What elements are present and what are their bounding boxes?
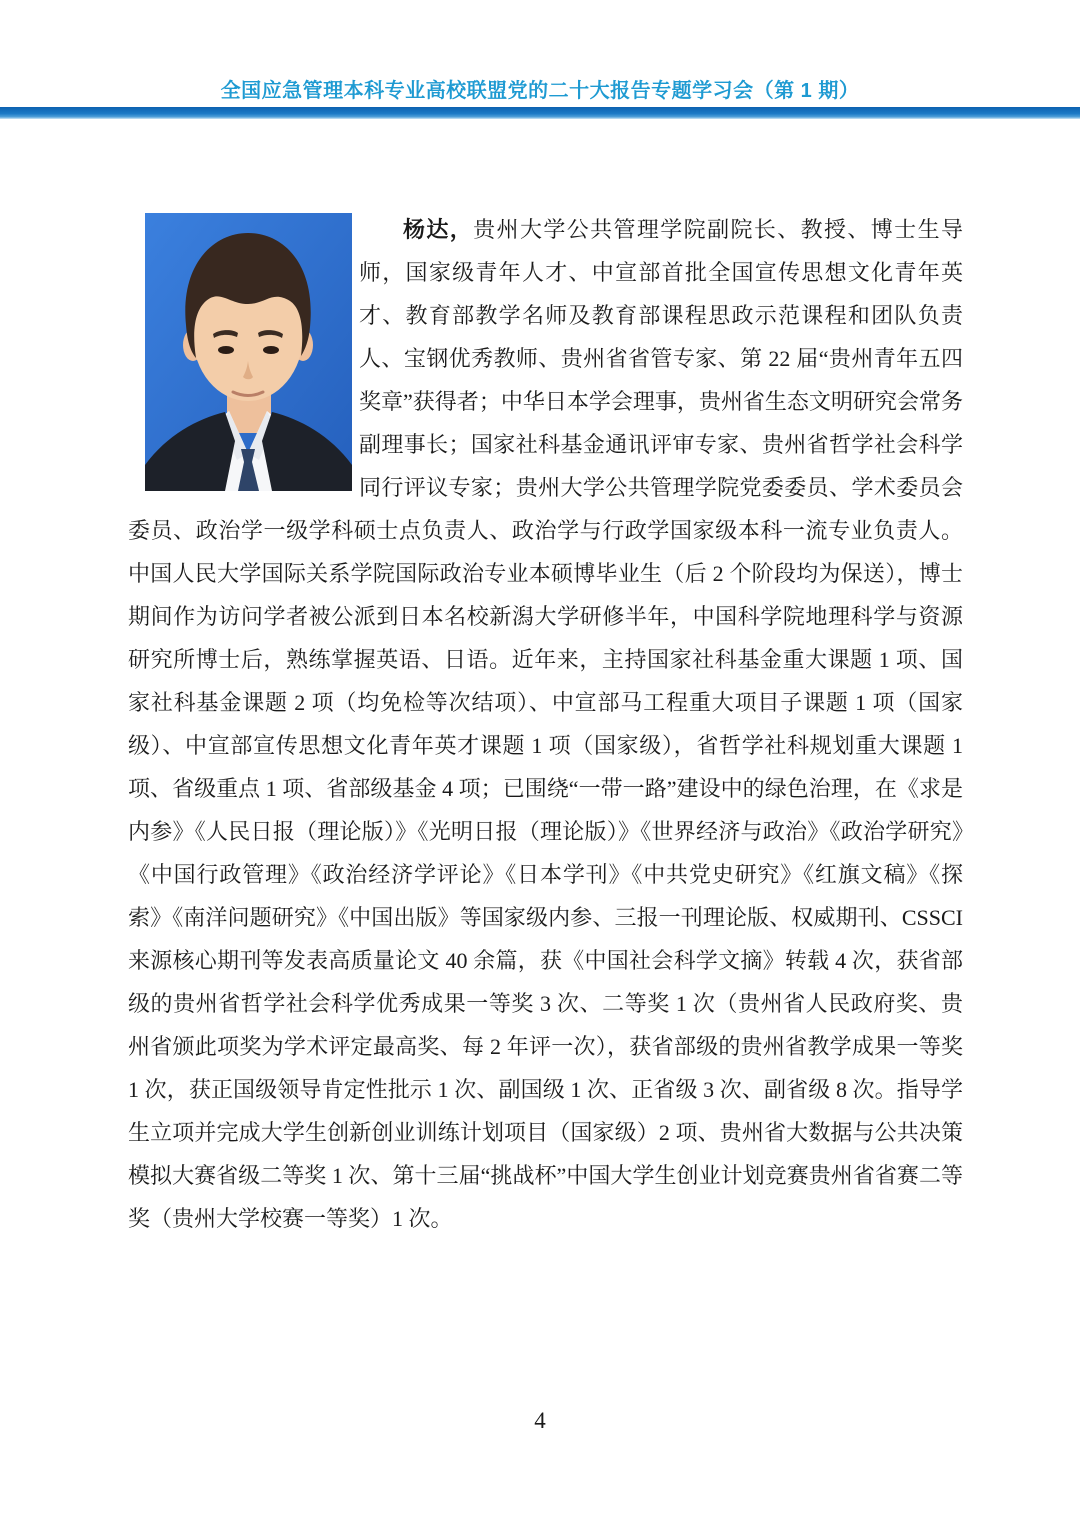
bio-paragraph	[128, 208, 963, 1240]
header-divider-rule	[0, 107, 1080, 119]
person-name-comma: ，	[449, 217, 474, 242]
bio-section	[128, 208, 963, 1240]
page-number: 4	[534, 1408, 546, 1433]
page-header-title: 全国应急管理本科专业高校联盟党的二十大报告专题学习会（第 1 期）	[220, 80, 860, 102]
person-name: 杨达	[403, 217, 450, 242]
portrait-photo-graphic	[145, 213, 352, 491]
bio-text: 贵州大学公共管理学院副院长、教授、博士生导师，国家级青年人才、中宣部首批全国宣传思想文化青年英才、教育部教学名师及教育部课程思政示范课程和团队负责人、宝钢优秀教师、贵州省省管专家、第 22 届“贵州青年五四奖章”获得者；中华日本学会理事，贵州省生态文明研究会常务副理事长；国家社科基金通讯评审专家、贵州省哲学社会科学同行评议专家；贵州大学公共管理学院党委委员、学术委员会委员、政治学一级学科硕士点负责人、政治学与行政学国家级本科一流专业负责人。中国人民大学国际关系学院国际政治专业本硕博毕业生（后 2 个阶段均为保送），博士期间作为访问学者被公派到日本名校新潟大学研修半年，中国科学院地理科学与资源研究所博士后，熟练掌握英语、日语。近年来，主持国家社科基金重大课题 1 项、国家社科基金课题 2 项（均免检等次结项）、中宣部马工程重大项目子课题 1 项（国家级）、中宣部宣传思想文化青年英才课题 1 项（国家级），省哲学社科规划重大课题 1 项、省级重点 1 项、省部级基金 4 项；已围绕“一带一路”建设中的绿色治理，在《求是内参》《人民日报（理论版）》《光明日报（理论版）》《世界经济与政治》《政治学研究》《中国行政管理》《政治经济学评论》《日本学刊》《中共党史研究》《红旗文稿》《探索》《南洋问题研究》《中国出版》等国家级内参、三报一刊理论版、权威期刊、CSSCI 来源核心期刊等发表高质量论文 40 余篇，获《中国社会科学文摘》转载 4 次，获省部级的贵州省哲学社会科学优秀成果一等奖 3 次、二等奖 1 次（贵州省人民政府奖、贵州省颁此项奖为学术评定最高奖、每 2 年评一次），获省部级的贵州省教学成果一等奖 1 次，获正国级领导肯定性批示 1 次、副国级 1 次、正省级 3 次、副省级 8 次。指导学生立项并完成大学生创新创业训练计划项目（国家级）2 项、贵州省大数据与公共决策模拟大赛省级二等奖 1 次、第十三届“挑战杯”中国大学生创业计划竞赛贵州省省赛二等奖（贵州大学校赛一等奖）1 次。	[128, 217, 963, 1231]
portrait-photo	[145, 213, 352, 491]
